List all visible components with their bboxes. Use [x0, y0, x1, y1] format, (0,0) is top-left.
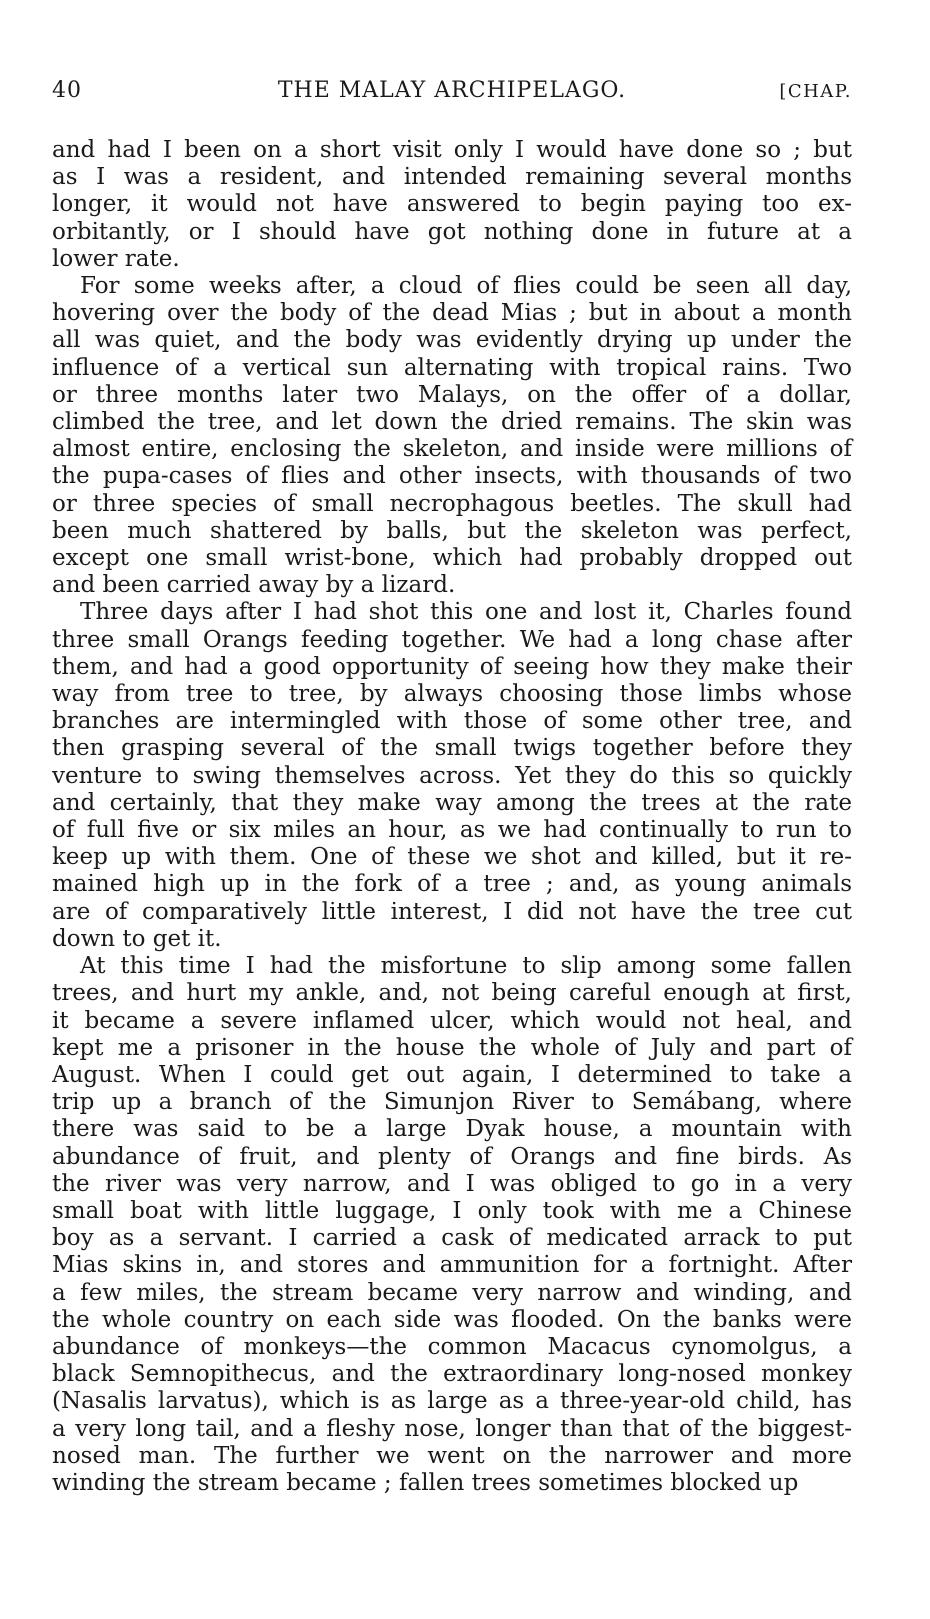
paragraph [52, 273, 852, 599]
text-line: longer, it would not have answered to begin paying too ex- [52, 191, 852, 218]
text-line: all was quiet, and the body was evidently drying up under the [52, 327, 852, 354]
text-line: nosed man. The further we went on the narrower and more [52, 1442, 852, 1469]
text-line: and had I been on a short visit only I would have done so ; but [52, 137, 852, 163]
page-number: 40 [52, 78, 82, 103]
paragraph [52, 137, 852, 273]
text-line: winding the stream became ; fallen trees sometimes blocked up [52, 1469, 799, 1496]
text-line: branches are intermingled with those of some other tree, and [52, 708, 852, 735]
paragraph [52, 599, 852, 953]
text-line: them, and had a good opportunity of seeing how they make their [52, 653, 852, 680]
paragraph [52, 953, 852, 1497]
running-head [52, 78, 852, 108]
text-line: small boat with little luggage, I only took with me a Chinese [52, 1197, 852, 1224]
text-line: hovering over the body of the dead Mias ; but in about a month [52, 300, 852, 327]
text-line: there was said to be a large Dyak house, a mountain with [52, 1116, 852, 1143]
text-line: as I was a resident, and intended remaining several months [52, 164, 852, 191]
text-line: been much shattered by balls, but the skeleton was perfect, [52, 517, 852, 544]
text-line: mained high up in the fork of a tree ; and, as young animals [52, 871, 852, 898]
text-line: Three days after I had shot this one and lost it, Charles found [80, 599, 852, 626]
text-line: are of comparatively little interest, I did not have the tree cut [52, 898, 852, 925]
text-line: (Nasalis larvatus), which is as large as a three-year-old child, has [52, 1388, 852, 1415]
text-line: For some weeks after, a cloud of flies could be seen all day, [80, 273, 852, 300]
text-line: of full five or six miles an hour, as we had continually to run to [52, 817, 852, 844]
text-line: kept me a prisoner in the house the whole of July and part of [52, 1034, 852, 1061]
text-line: lower rate. [52, 245, 180, 272]
text-line: abundance of monkeys—the common Macacus cynomolgus, a [52, 1333, 852, 1360]
text-line: August. When I could get out again, I determined to take a [52, 1061, 852, 1088]
text-line: or three species of small necrophagous beetles. The skull had [52, 490, 852, 517]
text-line: except one small wrist-bone, which had probably dropped out [52, 545, 852, 572]
text-line: three small Orangs feeding together. We had a long chase after [52, 626, 852, 653]
text-line: trip up a branch of the Simunjon River to Semábang, where [52, 1089, 852, 1116]
text-line: the whole country on each side was flooded. On the banks were [52, 1306, 852, 1333]
text-line: or three months later two Malays, on the offer of a dollar, [52, 381, 852, 408]
text-line: influence of a vertical sun alternating with tropical rains. Two [52, 354, 852, 381]
body-text [52, 137, 852, 1497]
chapter-marker: [CHAP. [779, 81, 852, 102]
text-line: abundance of fruit, and plenty of Orangs and fine birds. As [52, 1143, 852, 1170]
text-line: and certainly, that they make way among the trees at the rate [52, 789, 852, 816]
text-line: a very long tail, and a fleshy nose, longer than that of the biggest- [52, 1415, 852, 1442]
text-line: Mias skins in, and stores and ammunition for a fortnight. After [52, 1252, 852, 1279]
text-line: keep up with them. One of these we shot and killed, but it re- [52, 844, 852, 871]
text-line: a few miles, the stream became very narrow and winding, and [52, 1279, 852, 1306]
text-line: orbitantly, or I should have got nothing done in future at a [52, 218, 852, 245]
text-line: the pupa-cases of flies and other insects, with thousands of two [52, 463, 852, 490]
text-line: down to get it. [52, 925, 222, 952]
text-line: boy as a servant. I carried a cask of medicated arrack to put [52, 1225, 852, 1252]
text-line: it became a severe inflamed ulcer, which would not heal, and [52, 1007, 852, 1034]
text-line: climbed the tree, and let down the dried remains. The skin was [52, 409, 852, 436]
text-line: venture to swing themselves across. Yet they do this so quickly [52, 762, 852, 789]
text-line: black Semnopithecus, and the extraordinary long-nosed monkey [52, 1361, 852, 1388]
text-line: the river was very narrow, and I was obliged to go in a very [52, 1170, 852, 1197]
text-line: At this time I had the misfortune to slip among some fallen [80, 953, 852, 980]
text-line: trees, and hurt my ankle, and, not being careful enough at first, [52, 980, 852, 1007]
text-line: way from tree to tree, by always choosing those limbs whose [52, 681, 852, 708]
text-line: then grasping several of the small twigs together before they [52, 735, 852, 762]
text-line: and been carried away by a lizard. [52, 572, 456, 599]
text-line: almost entire, enclosing the skeleton, and inside were millions of [52, 436, 852, 463]
running-title: THE MALAY ARCHIPELAGO. [277, 78, 627, 103]
